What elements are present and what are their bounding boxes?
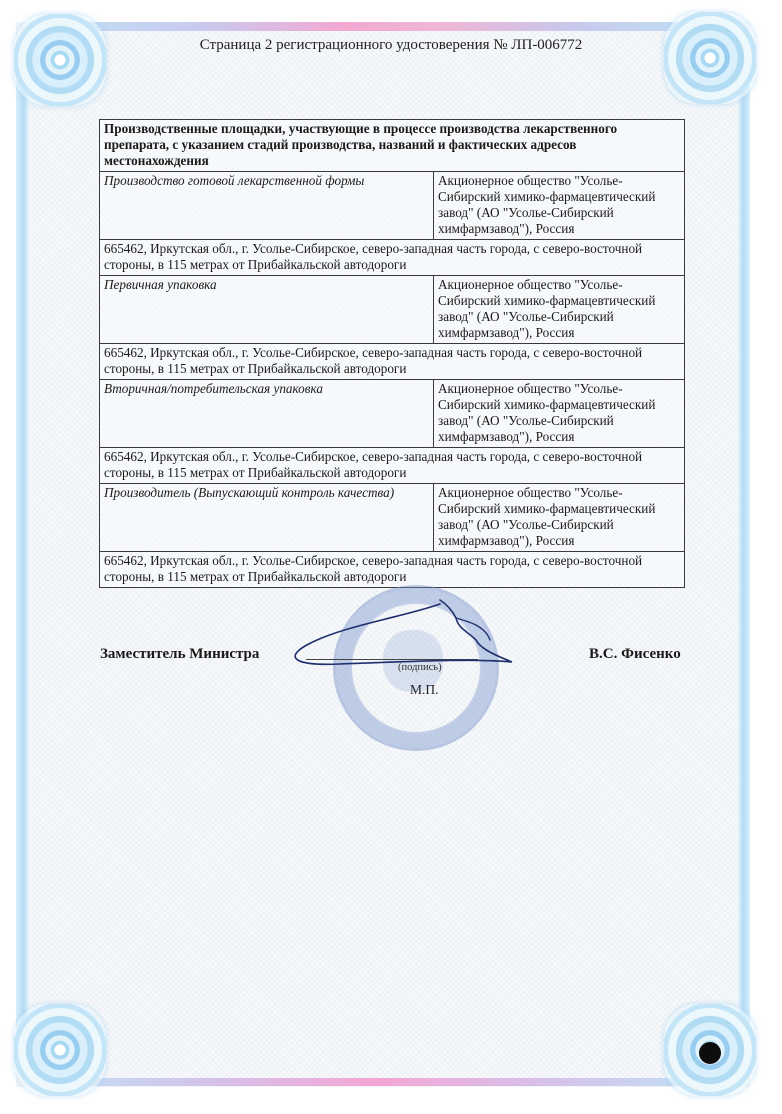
page-header: Страница 2 регистрационного удостоверения № ЛП-006772	[199, 37, 583, 53]
table-heading-row	[100, 120, 685, 172]
margin-top	[0, 0, 782, 22]
seal-label: М.П.	[410, 682, 439, 697]
frame-border-left	[16, 80, 29, 1054]
company-cell: Акционерное общество "Усолье-Сибирский химико-фармацевтический завод" (АО "Усолье-Сибирский химфармзавод"), Россия	[434, 484, 685, 552]
company-cell: Акционерное общество "Усолье-Сибирский химико-фармацевтический завод" (АО "Усолье-Сибирский химфармзавод"), Россия	[434, 380, 685, 448]
company-cell: Акционерное общество "Усолье-Сибирский химико-фармацевтический завод" (АО "Усолье-Сибирский химфармзавод"), Россия	[434, 276, 685, 344]
margin-bottom	[0, 1087, 782, 1114]
rosette-ornament-icon	[14, 14, 106, 106]
rosette-ornament-icon	[664, 12, 756, 104]
production-sites-table	[99, 119, 685, 588]
table-row	[100, 276, 685, 344]
stage-cell: Производство готовой лекарственной формы	[100, 172, 434, 240]
signatory-name: В.С. Фисенко	[589, 646, 681, 662]
table-heading: Производственные площадки, участвующие в процессе производства лекарственного препарата, с указанием стадий производства, названий и фактических адресов местонахождения	[100, 120, 685, 172]
stage-cell: Вторичная/потребительская упаковка	[100, 380, 434, 448]
address-cell: 665462, Иркутская обл., г. Усолье-Сибирское, северо-западная часть города, с северо-восточной стороны, в 115 метрах от Прибайкальской автодороги	[100, 344, 685, 380]
address-cell: 665462, Иркутская обл., г. Усолье-Сибирское, северо-западная часть города, с северо-восточной стороны, в 115 метрах от Прибайкальской автодороги	[100, 240, 685, 276]
table-row	[100, 448, 685, 484]
frame-border-right	[738, 80, 750, 1054]
table-row	[100, 172, 685, 240]
table-row	[100, 484, 685, 552]
margin-left	[0, 0, 16, 1114]
company-cell: Акционерное общество "Усолье-Сибирский химико-фармацевтический завод" (АО "Усолье-Сибирский химфармзавод"), Россия	[434, 172, 685, 240]
frame-border-top	[30, 22, 722, 31]
table-row	[100, 344, 685, 380]
address-cell: 665462, Иркутская обл., г. Усолье-Сибирское, северо-западная часть города, с северо-восточной стороны, в 115 метрах от Прибайкальской автодороги	[100, 448, 685, 484]
table-row	[100, 240, 685, 276]
margin-right	[750, 0, 782, 1114]
frame-border-bottom	[30, 1078, 722, 1086]
punch-hole	[699, 1042, 721, 1064]
handwritten-signature-icon	[280, 596, 520, 676]
signature-caption: (подпись)	[398, 662, 442, 673]
table-row	[100, 380, 685, 448]
address-cell: 665462, Иркутская обл., г. Усолье-Сибирское, северо-западная часть города, с северо-восточной стороны, в 115 метрах от Прибайкальской автодороги	[100, 552, 685, 588]
stage-cell: Производитель (Выпускающий контроль качества)	[100, 484, 434, 552]
stage-cell: Первичная упаковка	[100, 276, 434, 344]
signatory-title: Заместитель Министра	[100, 646, 260, 662]
table-row	[100, 552, 685, 588]
rosette-ornament-icon	[14, 1004, 106, 1096]
